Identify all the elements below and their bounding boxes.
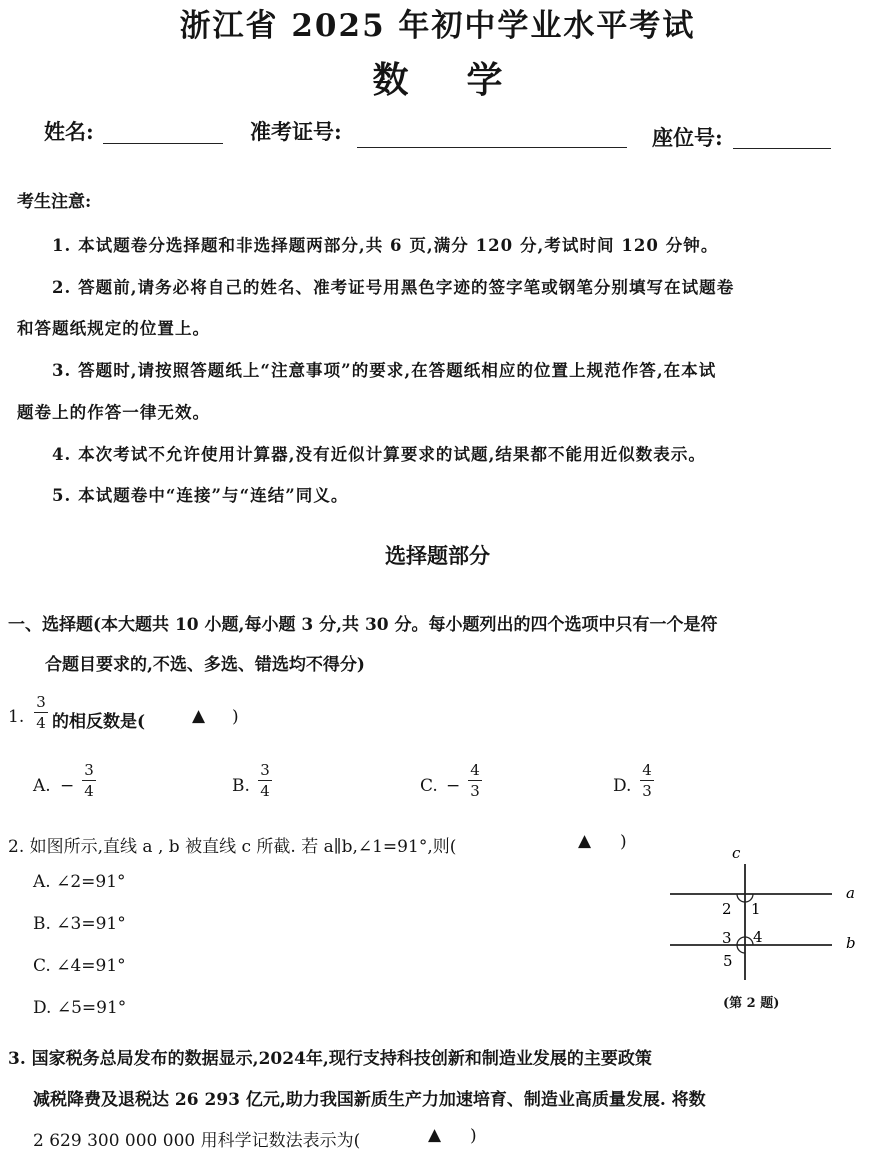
q1-option-a-fraction <box>82 762 96 799</box>
q3-line-1: 3. 国家税务总局发布的数据显示,2024年,现行支持科技创新和制造业发展的主要政策 <box>8 1049 652 1069</box>
note-line-2: 2. 答题前,请务必将自己的姓名、准考证号用黑色字迹的签字笔或钢笔分别填写在试题卷 <box>52 278 735 297</box>
angle-label-2: 2 <box>722 900 732 918</box>
section-title: 选择题部分 <box>385 543 490 568</box>
fraction-bar <box>468 780 482 781</box>
q3-line-2: 减税降费及退税达 26 293 亿元,助力我国新质生产力加速培育、制造业高质量发展. 将数 <box>33 1090 706 1110</box>
exam-title: 浙江省 2025 年初中学业水平考试 <box>179 8 696 44</box>
note-line-3-cont: 题卷上的作答一律无效。 <box>17 403 211 422</box>
name-blank[interactable] <box>103 142 223 144</box>
option-b-den: 4 <box>260 782 270 800</box>
q2-option-d[interactable]: D. ∠5=91° <box>33 998 127 1018</box>
q1-option-a-sign: − <box>60 776 75 796</box>
q1-option-a-label[interactable]: A. <box>33 776 51 796</box>
q1-option-b-fraction <box>258 762 272 799</box>
note-line-1: 1. 本试题卷分选择题和非选择题两部分,共 6 页,满分 120 分,考试时间 120 分钟。 <box>52 236 719 255</box>
q1-option-b-label[interactable]: B. <box>232 776 250 796</box>
note-line-2-cont: 和答题纸规定的位置上。 <box>17 319 211 338</box>
option-b-num: 3 <box>260 761 270 779</box>
answer-blank-triangle-icon: ▲ <box>192 706 206 726</box>
seat-field-label: 座位号: <box>652 125 723 150</box>
q1-option-c-sign: − <box>446 776 461 796</box>
seat-blank[interactable] <box>733 147 831 149</box>
subject-title: 数学 <box>372 59 561 101</box>
notes-heading: 考生注意: <box>17 192 92 212</box>
q1-frac-num: 3 <box>36 693 46 711</box>
option-a-den: 4 <box>84 782 94 800</box>
name-field-label: 姓名: <box>44 119 94 144</box>
q3-line-3: 2 629 300 000 000 用科学记数法表示为( <box>33 1131 361 1151</box>
note-line-3: 3. 答题时,请按照答题纸上“注意事项”的要求,在答题纸相应的位置上规范作答,在本试 <box>52 361 717 380</box>
angle-arc-5 <box>737 945 745 953</box>
q1-number: 1. <box>8 707 25 727</box>
fraction-bar <box>640 780 654 781</box>
part-heading-line-1: 一、选择题(本大题共 10 小题,每小题 3 分,共 30 分。每小题列出的四个选项中只有一个是符 <box>8 615 718 635</box>
angle-label-5: 5 <box>723 952 733 970</box>
note-line-5: 5. 本试题卷中“连接”与“连结”同义。 <box>52 486 349 505</box>
angle-label-4: 4 <box>753 928 763 946</box>
q1-frac-den: 4 <box>36 714 46 732</box>
label-c: c <box>732 844 741 862</box>
q1-option-d-fraction <box>640 762 654 799</box>
part-heading-line-2: 合题目要求的,不选、多选、错选均不得分) <box>45 655 365 675</box>
label-a: a <box>846 884 855 902</box>
exam-id-field-label: 准考证号: <box>250 119 342 144</box>
fraction-bar <box>34 712 48 713</box>
q1-stem: 的相反数是( <box>52 712 146 732</box>
q2-option-a[interactable]: A. ∠2=91° <box>33 872 126 892</box>
fraction-bar <box>82 780 96 781</box>
q2-parallel-lines-figure <box>660 842 870 1012</box>
q3-close-paren: ) <box>470 1126 477 1146</box>
option-c-num: 4 <box>470 761 480 779</box>
note-line-4: 4. 本次考试不允许使用计算器,没有近似计算要求的试题,结果都不能用近似数表示。 <box>52 445 706 464</box>
label-b: b <box>846 934 856 952</box>
q1-option-c-fraction <box>468 762 482 799</box>
option-c-den: 3 <box>470 782 480 800</box>
q2-figure-caption: (第 2 题) <box>723 996 780 1011</box>
q1-fraction <box>34 694 48 731</box>
option-a-num: 3 <box>84 761 94 779</box>
q1-close-paren: ) <box>232 707 239 727</box>
q2-option-b[interactable]: B. ∠3=91° <box>33 914 126 934</box>
answer-blank-triangle-icon: ▲ <box>428 1125 442 1145</box>
q2-close-paren: ) <box>620 832 627 852</box>
option-d-den: 3 <box>642 782 652 800</box>
q1-option-d-label[interactable]: D. <box>613 776 632 796</box>
fraction-bar <box>258 780 272 781</box>
option-d-num: 4 <box>642 761 652 779</box>
q2-stem: 2. 如图所示,直线 a , b 被直线 c 所截. 若 a∥b,∠1=91°,则( <box>8 837 457 857</box>
q1-option-c-label[interactable]: C. <box>420 776 438 796</box>
answer-blank-triangle-icon: ▲ <box>578 831 592 851</box>
q2-option-c[interactable]: C. ∠4=91° <box>33 956 126 976</box>
exam-id-blank[interactable] <box>357 146 627 148</box>
angle-label-1: 1 <box>751 900 761 918</box>
angle-label-3: 3 <box>722 929 732 947</box>
